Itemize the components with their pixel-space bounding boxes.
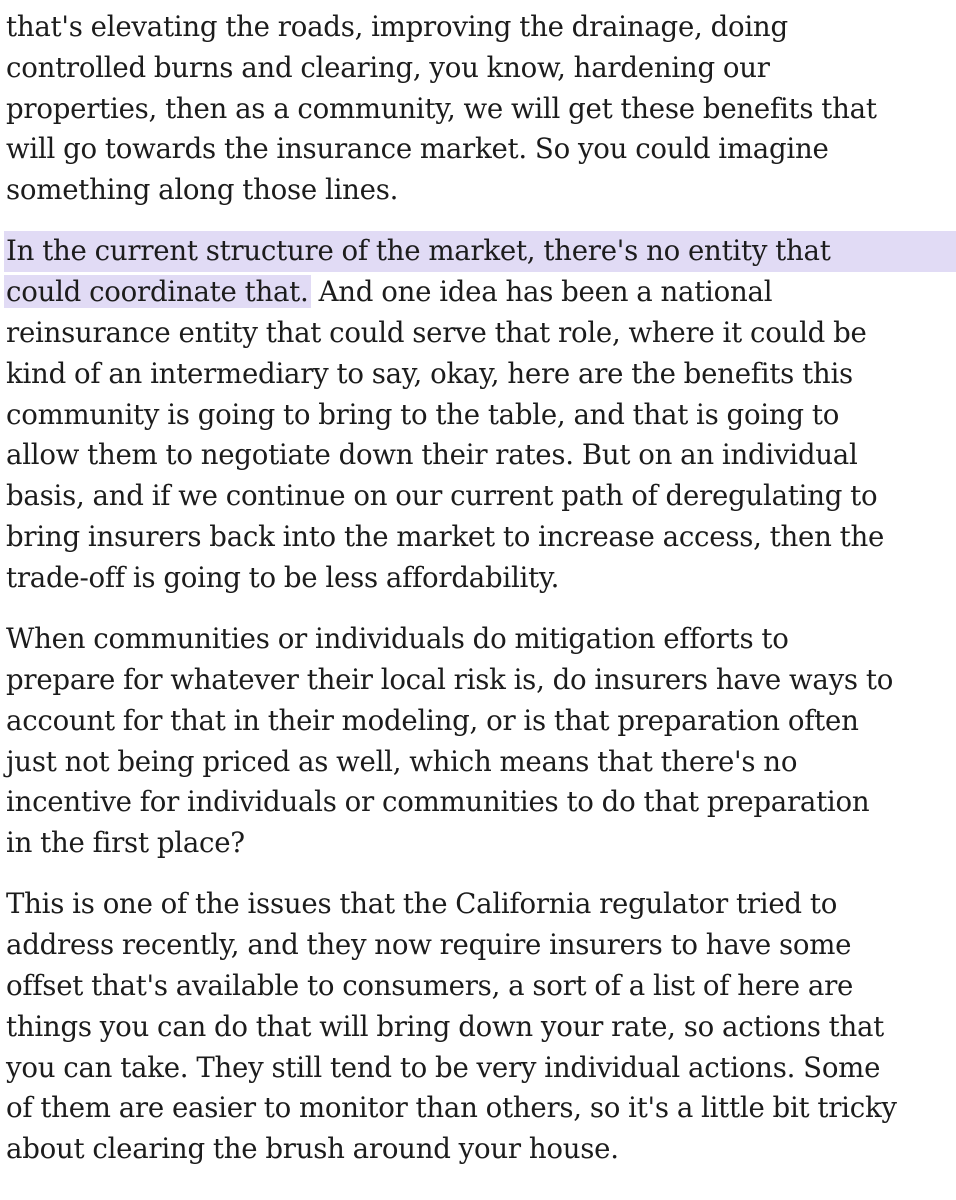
highlight-text[interactable]: could coordinate that. — [6, 275, 309, 309]
article-body — [6, 7, 950, 1191]
text-line: When communities or individuals do mitigation efforts to — [6, 622, 789, 656]
text-line: allow them to negotiate down their rates. But on an individual — [6, 438, 858, 472]
text-line: bring insurers back into the market to increase access, then the — [6, 520, 885, 554]
text-line: things you can do that will bring down your rate, so actions that — [6, 1009, 885, 1043]
text-line: trade-off is going to be less affordability. — [6, 560, 560, 594]
text-line: kind of an intermediary to say, okay, here are the benefits this — [6, 356, 853, 390]
text-line: something along those lines. — [6, 173, 399, 207]
paragraph-answer-2 — [6, 231, 950, 598]
text-line: offset that's available to consumers, a sort of a list of here are — [6, 969, 854, 1003]
text-line: of them are easier to monitor than others, so it's a little bit tricky — [6, 1091, 897, 1125]
text-line: This is one of the issues that the California regulator tried to — [6, 887, 838, 921]
text-line: that's elevating the roads, improving the drainage, doing — [6, 10, 788, 43]
paragraph-question — [6, 619, 950, 864]
text-line: properties, then as a community, we will get these benefits that — [6, 91, 877, 125]
text-line: incentive for individuals or communities to do that preparation — [6, 785, 870, 819]
text-line: reinsurance entity that could serve that role, where it could be — [6, 316, 867, 350]
text-line: controlled burns and clearing, you know, hardening our — [6, 50, 770, 84]
text-segment: And one idea has been a national — [310, 275, 773, 309]
mixed-line — [6, 272, 950, 313]
text-line: community is going to bring to the table, and that is going to — [6, 397, 840, 431]
text-line: prepare for whatever their local risk is, do insurers have ways to — [6, 662, 894, 696]
paragraph-answer-1 — [6, 7, 950, 211]
text-line: will go towards the insurance market. So you could imagine — [6, 132, 829, 166]
text-line: account for that in their modeling, or is that preparation often — [6, 703, 859, 737]
text-line: about clearing the brush around your house. — [6, 1132, 619, 1166]
paragraph-answer-3 — [6, 884, 950, 1170]
text-line: address recently, and they now require insurers to have some — [6, 928, 852, 962]
text-line: in the first place? — [6, 826, 245, 860]
highlighted-line[interactable] — [6, 231, 950, 272]
text-line: basis, and if we continue on our current path of deregulating to — [6, 479, 878, 513]
text-line: just not being priced as well, which means that there's no — [6, 744, 798, 778]
highlight-text[interactable]: In the current structure of the market, there's no entity that — [4, 231, 956, 272]
text-line: you can take. They still tend to be very individual actions. Some — [6, 1050, 881, 1084]
